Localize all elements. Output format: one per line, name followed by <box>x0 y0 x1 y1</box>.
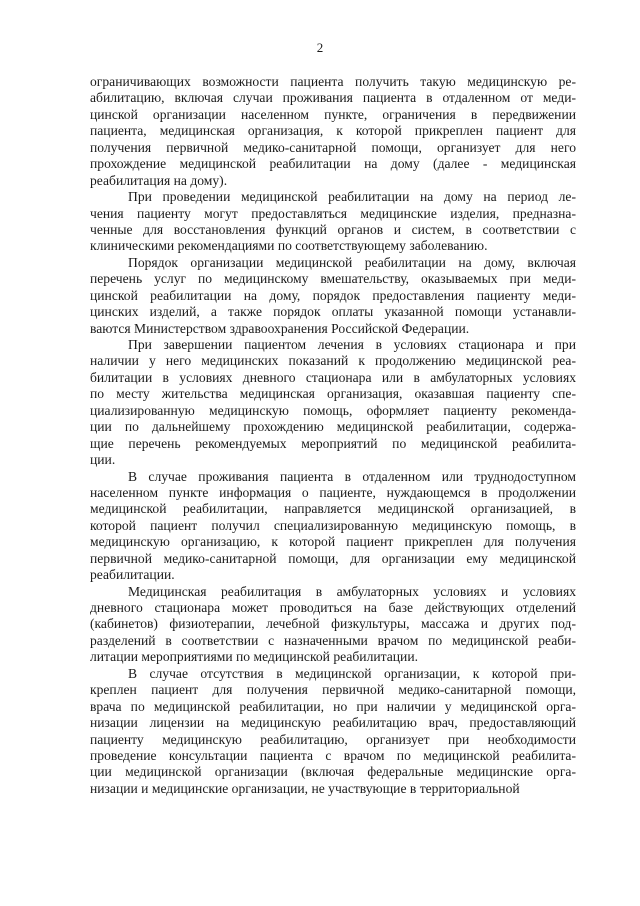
page-number: 2 <box>316 40 324 55</box>
text-line: клиническими рекомендациями по соответствующему заболеванию. <box>90 238 488 254</box>
text-line: абилитацию, включая случаи проживания пациента в отдаленном от меди- <box>90 90 576 106</box>
text-line: креплен пациент для получения первичной медико-санитарной помощи, <box>90 682 576 698</box>
text-line: проведение консультации пациента с врачом по медицинской реабилита- <box>90 747 576 763</box>
text-line: населенном пункте информация о пациенте, нуждающемся в продолжении <box>90 484 576 500</box>
text-line: первичной медико-санитарной помощи, для организации ему медицинской <box>90 550 576 566</box>
paragraph <box>90 469 576 584</box>
text-line: прохождение медицинской реабилитации на дому (далее - медицинская <box>90 156 576 172</box>
text-line: получения первичной медико-санитарной помощи, организует для него <box>90 139 576 155</box>
paragraph <box>90 74 576 189</box>
text-line: ограничивающих возможности пациента получить такую медицинскую ре- <box>90 74 576 89</box>
text-line: низации и медицинские организации, не участвующие в территориальной <box>90 780 520 796</box>
text-line: по месту жительства медицинская организация, оказавшая пациенту спе- <box>90 386 576 402</box>
text-line: которой пациент получил специализированную медицинскую помощь, в <box>90 517 576 533</box>
paragraph <box>90 189 576 255</box>
paragraph <box>90 255 576 337</box>
text-line: реабилитации. <box>90 567 175 583</box>
text-line: ции медицинской организации (включая федеральные медицинские орга- <box>90 764 576 780</box>
text-line: щие перечень рекомендуемых мероприятий по медицинской реабилита- <box>90 435 576 451</box>
paragraph <box>90 584 576 666</box>
paragraph <box>90 666 576 798</box>
text-line: низации лицензии на медицинскую реабилитацию врач, предоставляющий <box>90 715 576 731</box>
paragraph <box>90 337 576 469</box>
text-line: наличии у него медицинских показаний к продолжению медицинской реа- <box>90 353 576 369</box>
text-line: медицинской реабилитации, направляется медицинской организацией, в <box>90 501 576 517</box>
text-line: пациента, медицинская организация, к которой прикреплен пациент для <box>90 123 576 139</box>
text-line: При завершении пациентом лечения в условиях стационара и при <box>128 337 576 352</box>
text-line: В случае проживания пациента в отдаленном или труднодоступном <box>128 468 576 484</box>
text-line: медицинскую организацию, к которой пациент прикреплен для получения <box>90 534 576 550</box>
text-line: Медицинская реабилитация в амбулаторных условиях и условиях <box>128 583 576 599</box>
text-line: разделений в соответствии с назначенными врачом по медицинской реаби- <box>90 632 576 648</box>
text-line: билитации в условиях дневного стационара или в амбулаторных условиях <box>90 369 576 385</box>
text-line: (кабинетов) физиотерапии, лечебной физкультуры, массажа и других под- <box>90 616 576 632</box>
text-line: дневного стационара может проводиться на базе действующих отделений <box>90 600 576 615</box>
text-line: В случае отсутствия в медицинской организации, к которой при- <box>128 665 576 681</box>
text-line: цинских изделий, а также порядок оплаты указанной помощи устанавли- <box>90 304 576 320</box>
text-line: пациенту медицинскую реабилитацию, организует при необходимости <box>90 731 576 747</box>
text-line: Порядок организации медицинской реабилитации на дому, включая <box>128 254 576 270</box>
text-line: При проведении медицинской реабилитации на дому на период ле- <box>128 189 576 205</box>
text-line: реабилитация на дому). <box>90 172 228 188</box>
text-line: ваются Министерством здравоохранения Российской Федерации. <box>90 320 470 336</box>
text-line: ченные для восстановления функций органов и систем, в соответствии с <box>90 221 576 237</box>
text-line: литации мероприятиями по медицинской реабилитации. <box>90 649 418 665</box>
document-body <box>90 74 576 797</box>
text-line: ции. <box>90 452 116 468</box>
text-line: врача по медицинской реабилитации, но при наличии у медицинской орга- <box>90 698 576 714</box>
text-line: перечень услуг по медицинскому вмешательству, оказываемых при меди- <box>90 271 576 287</box>
text-line: цинской реабилитации на дому, порядок предоставления пациенту меди- <box>90 287 576 303</box>
text-line: цинской организации населенном пункте, ограничения в передвижении <box>90 106 576 122</box>
text-line: циализированную медицинскую помощь, оформляет пациенту рекоменда- <box>90 402 576 418</box>
text-line: ции по дальнейшему прохождению медицинской реабилитации, содержа- <box>90 419 576 435</box>
text-line: чения пациенту могут предоставляться медицинские изделия, предназна- <box>90 205 576 221</box>
